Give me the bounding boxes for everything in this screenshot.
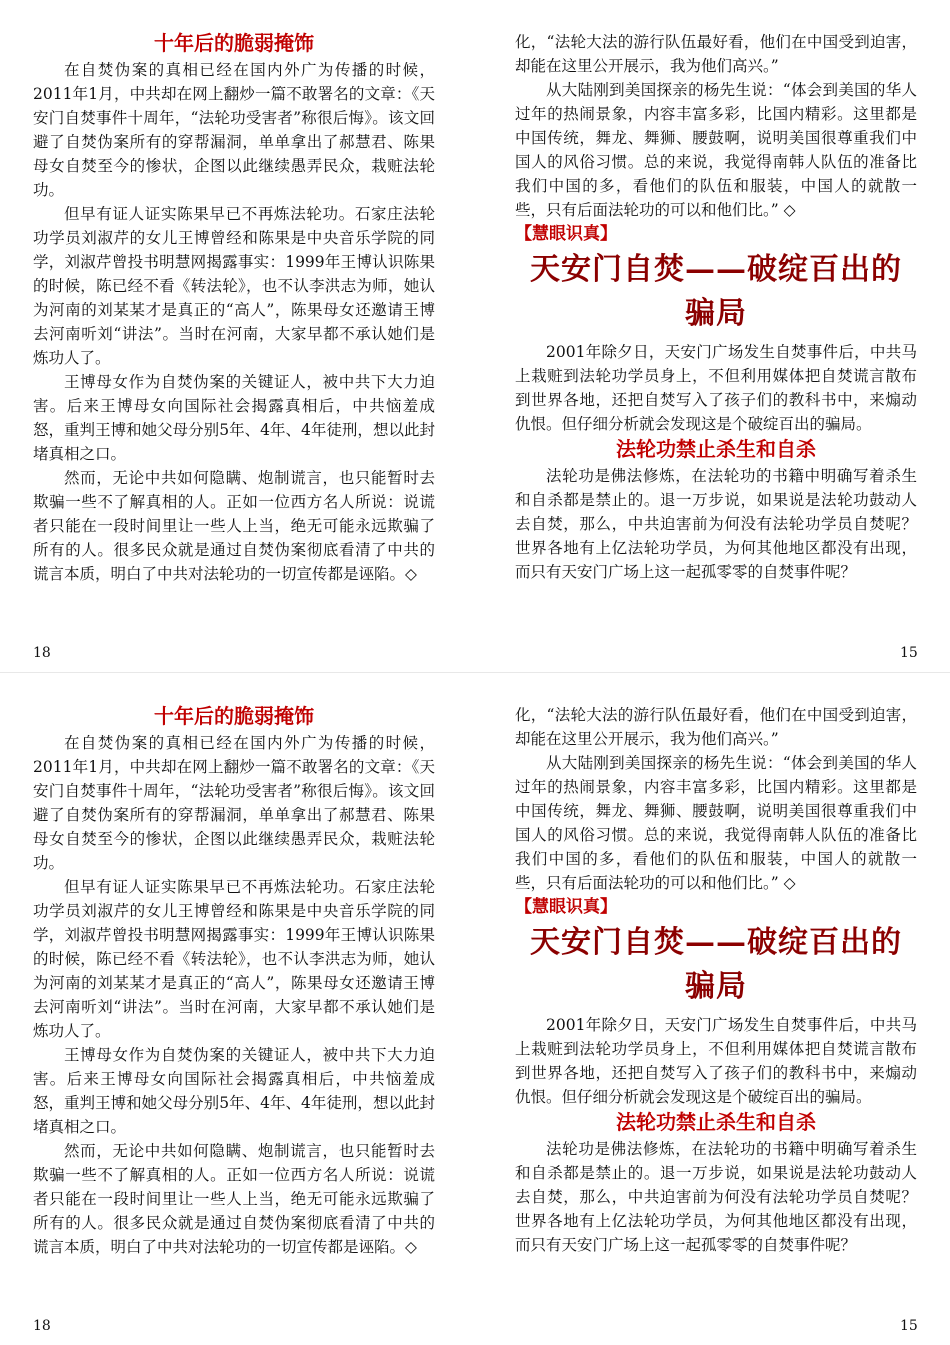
page-number-left: 18 (33, 645, 51, 661)
left-paragraph-4: 然而，无论中共如何隐瞒、炮制谎言，也只能暂时去欺骗一些不了解真相的人。正如一位西方名人所说：说谎者只能在一段时间里让一些人上当，绝无可能永远欺骗了所有的人。很多民众就是通过自焚伪案彻底看清了中共的谎言本质，明白了中共对法轮功的一切宣传都是诬陷。◇ (33, 1142, 435, 1256)
article-title: 天安门自焚——破绽百出的骗局 (530, 925, 902, 1004)
left-heading: 十年后的脆弱掩饰 (154, 704, 314, 728)
page-number-left: 18 (33, 1318, 51, 1334)
right-column (515, 30, 917, 584)
left-paragraph-2: 但早有证人证实陈果早已不再炼法轮功。石家庄法轮功学员刘淑芹的女儿王博曾经和陈果是中央音乐学院的同学，刘淑芹曾投书明慧网揭露事实：1999年王博认识陈果的时候，陈已经不看《转法轮》，也不认李洪志为师，她认为河南的刘某某才是真正的“高人”，陈果母女还邀请王博去河南听刘“讲法”。当时在河南，大家早都不承认她们是炼功人了。 (33, 205, 435, 367)
right-continued-paragraph: 化，“法轮大法的游行队伍最好看，他们在中国受到迫害，却能在这里公开展示，我为他们高兴。” (515, 706, 917, 748)
right-column (515, 703, 917, 1257)
right-subheading: 法轮功禁止杀生和自杀 (616, 1110, 816, 1134)
left-paragraph-3: 王博母女作为自焚伪案的关键证人，被中共下大力迫害。后来王博母女向国际社会揭露真相后，中共恼羞成怒，重判王博和她父母分别5年、4年、4年徒刑，想以此封堵真相之口。 (33, 373, 435, 463)
right-paragraph-2: 从大陆刚到美国探亲的杨先生说：“体会到美国的华人过年的热闹景象，内容丰富多彩，比国内精彩。这里都是中国传统，舞龙、舞狮、腰鼓啊，说明美国很尊重我们中国人的风俗习惯。总的来说，我觉得南韩人队伍的准备比我们中国的多，看他们的队伍和服装，中国人的就散一些，只有后面法轮功的可以和他们比。” ◇ (515, 754, 917, 892)
section-tag: 【慧眼识真】 (515, 224, 617, 244)
right-intro: 2001年除夕日，天安门广场发生自焚事件后，中共马上栽赃到法轮功学员身上，不但利用媒体把自焚谎言散布到世界各地，还把自焚写入了孩子们的教科书中，来煽动仇恨。但仔细分析就会发现这是个破绽百出的骗局。 (515, 343, 917, 433)
right-subheading: 法轮功禁止杀生和自杀 (616, 437, 816, 461)
right-body: 法轮功是佛法修炼，在法轮功的书籍中明确写着杀生和自杀都是禁止的。退一万步说，如果说是法轮功鼓动人去自焚，那么，中共迫害前为何没有法轮功学员自焚呢？世界各地有上亿法轮功学员，为何其他地区都没有出现，而只有天安门广场上这一起孤零零的自焚事件呢？ (515, 1140, 917, 1254)
article-title: 天安门自焚——破绽百出的骗局 (530, 252, 902, 331)
right-intro: 2001年除夕日，天安门广场发生自焚事件后，中共马上栽赃到法轮功学员身上，不但利用媒体把自焚谎言散布到世界各地，还把自焚写入了孩子们的教科书中，来煽动仇恨。但仔细分析就会发现这是个破绽百出的骗局。 (515, 1016, 917, 1106)
sheet-top (0, 0, 950, 672)
right-paragraph-2: 从大陆刚到美国探亲的杨先生说：“体会到美国的华人过年的热闹景象，内容丰富多彩，比国内精彩。这里都是中国传统，舞龙、舞狮、腰鼓啊，说明美国很尊重我们中国人的风俗习惯。总的来说，我觉得南韩人队伍的准备比我们中国的多，看他们的队伍和服装，中国人的就散一些，只有后面法轮功的可以和他们比。” ◇ (515, 81, 917, 219)
left-column (33, 30, 435, 586)
left-paragraph-3: 王博母女作为自焚伪案的关键证人，被中共下大力迫害。后来王博母女向国际社会揭露真相后，中共恼羞成怒，重判王博和她父母分别5年、4年、4年徒刑，想以此封堵真相之口。 (33, 1046, 435, 1136)
left-paragraph-1: 在自焚伪案的真相已经在国内外广为传播的时候，2011年1月，中共却在网上翻炒一篇不敢署名的文章：《天安门自焚事件十周年，“法轮功受害者”称很后悔》。该文回避了自焚伪案所有的穿帮漏洞，单单拿出了郝慧君、陈果母女自焚至今的惨状，企图以此继续愚弄民众，栽赃法轮功。 (33, 61, 435, 199)
left-heading: 十年后的脆弱掩饰 (154, 31, 314, 55)
section-tag: 【慧眼识真】 (515, 897, 617, 917)
left-paragraph-2: 但早有证人证实陈果早已不再炼法轮功。石家庄法轮功学员刘淑芹的女儿王博曾经和陈果是中央音乐学院的同学，刘淑芹曾投书明慧网揭露事实：1999年王博认识陈果的时候，陈已经不看《转法轮》，也不认李洪志为师，她认为河南的刘某某才是真正的“高人”，陈果母女还邀请王博去河南听刘“讲法”。当时在河南，大家早都不承认她们是炼功人了。 (33, 878, 435, 1040)
left-paragraph-4: 然而，无论中共如何隐瞒、炮制谎言，也只能暂时去欺骗一些不了解真相的人。正如一位西方名人所说：说谎者只能在一段时间里让一些人上当，绝无可能永远欺骗了所有的人。很多民众就是通过自焚伪案彻底看清了中共的谎言本质，明白了中共对法轮功的一切宣传都是诬陷。◇ (33, 469, 435, 583)
page-number-right: 15 (900, 1318, 918, 1334)
right-body: 法轮功是佛法修炼，在法轮功的书籍中明确写着杀生和自杀都是禁止的。退一万步说，如果说是法轮功鼓动人去自焚，那么，中共迫害前为何没有法轮功学员自焚呢？世界各地有上亿法轮功学员，为何其他地区都没有出现，而只有天安门广场上这一起孤零零的自焚事件呢？ (515, 467, 917, 581)
sheet-bottom (0, 673, 950, 1345)
left-column (33, 703, 435, 1259)
page-number-right: 15 (900, 645, 918, 661)
left-paragraph-1: 在自焚伪案的真相已经在国内外广为传播的时候，2011年1月，中共却在网上翻炒一篇不敢署名的文章：《天安门自焚事件十周年，“法轮功受害者”称很后悔》。该文回避了自焚伪案所有的穿帮漏洞，单单拿出了郝慧君、陈果母女自焚至今的惨状，企图以此继续愚弄民众，栽赃法轮功。 (33, 734, 435, 872)
right-continued-paragraph: 化，“法轮大法的游行队伍最好看，他们在中国受到迫害，却能在这里公开展示，我为他们高兴。” (515, 33, 917, 75)
